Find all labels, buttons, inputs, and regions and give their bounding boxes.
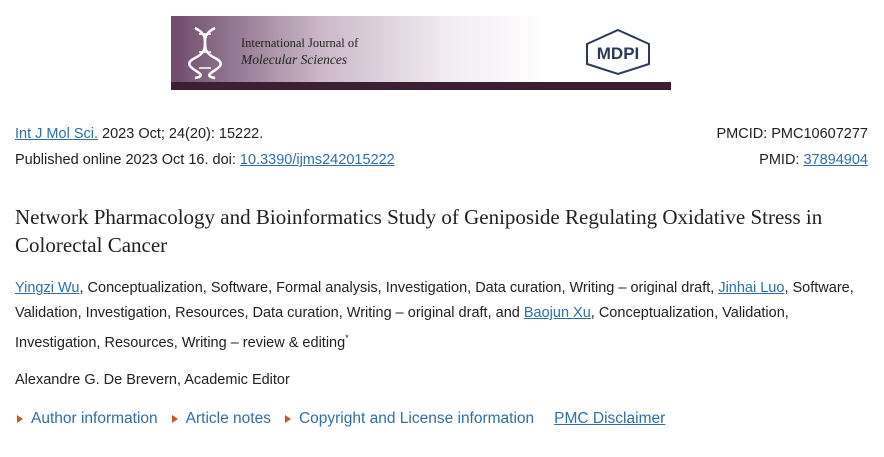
issue-info: 2023 Oct; 24(20): 15222. bbox=[98, 126, 264, 142]
article-info-links bbox=[17, 409, 665, 429]
expand-triangle-icon bbox=[285, 415, 291, 423]
expand-triangle-icon bbox=[172, 415, 178, 423]
journal-link[interactable]: Int J Mol Sci. bbox=[15, 126, 98, 142]
article-title: Network Pharmacology and Bioinformatics Study of Geniposide Regulating Oxidative Stress in Colorectal Cancer bbox=[15, 205, 823, 257]
author-roles-1: , Conceptualization, Software, Formal analysis, Investigation, Data curation, Writing – original draft, bbox=[79, 280, 719, 296]
author-roles-3: , Conceptualization, Validation, Investigation, Resources, Writing – review & editing bbox=[15, 305, 789, 351]
citation-row-2 bbox=[15, 150, 868, 170]
corresponding-mark: * bbox=[345, 333, 349, 343]
copyright-toggle[interactable] bbox=[285, 409, 534, 429]
journal-name-line1: International Journal of bbox=[241, 36, 359, 50]
author-information-label: Author information bbox=[31, 410, 158, 427]
author-link-3[interactable]: Baojun Xu bbox=[523, 305, 591, 321]
mdpi-logo-text: MDPI bbox=[596, 44, 640, 63]
author-link-2[interactable]: Jinhai Luo bbox=[718, 280, 785, 296]
copyright-label: Copyright and License information bbox=[298, 410, 535, 427]
pmid-link[interactable]: 37894904 bbox=[803, 152, 868, 168]
author-information-toggle[interactable] bbox=[17, 409, 158, 429]
published-online: Published online 2023 Oct 16. doi: bbox=[15, 152, 240, 168]
pmcid: PMCID: PMC10607277 bbox=[716, 126, 868, 142]
dna-logo-icon bbox=[185, 24, 225, 80]
author-list bbox=[15, 276, 865, 356]
academic-editor: Alexandre G. De Brevern, Academic Editor bbox=[15, 372, 290, 388]
author-roles-2: , Software, Validation, Investigation, Resources, Data curation, Writing – original draft, and bbox=[15, 280, 854, 321]
pmc-disclaimer-link[interactable]: PMC Disclaimer bbox=[554, 410, 666, 427]
journal-banner[interactable] bbox=[171, 16, 671, 90]
pmid bbox=[759, 150, 868, 170]
banner-bottom-bar bbox=[171, 82, 671, 90]
journal-name-line2: Molecular Sciences bbox=[241, 52, 348, 67]
author-link-1[interactable]: Yingzi Wu bbox=[15, 280, 80, 296]
pmid-label: PMID: bbox=[759, 152, 804, 168]
expand-triangle-icon bbox=[17, 415, 23, 423]
mdpi-logo-icon bbox=[583, 28, 653, 76]
article-notes-label: Article notes bbox=[185, 410, 271, 427]
article-notes-toggle[interactable] bbox=[172, 409, 271, 429]
doi-link[interactable]: 10.3390/ijms242015222 bbox=[239, 152, 395, 168]
citation-row-1 bbox=[15, 124, 868, 144]
